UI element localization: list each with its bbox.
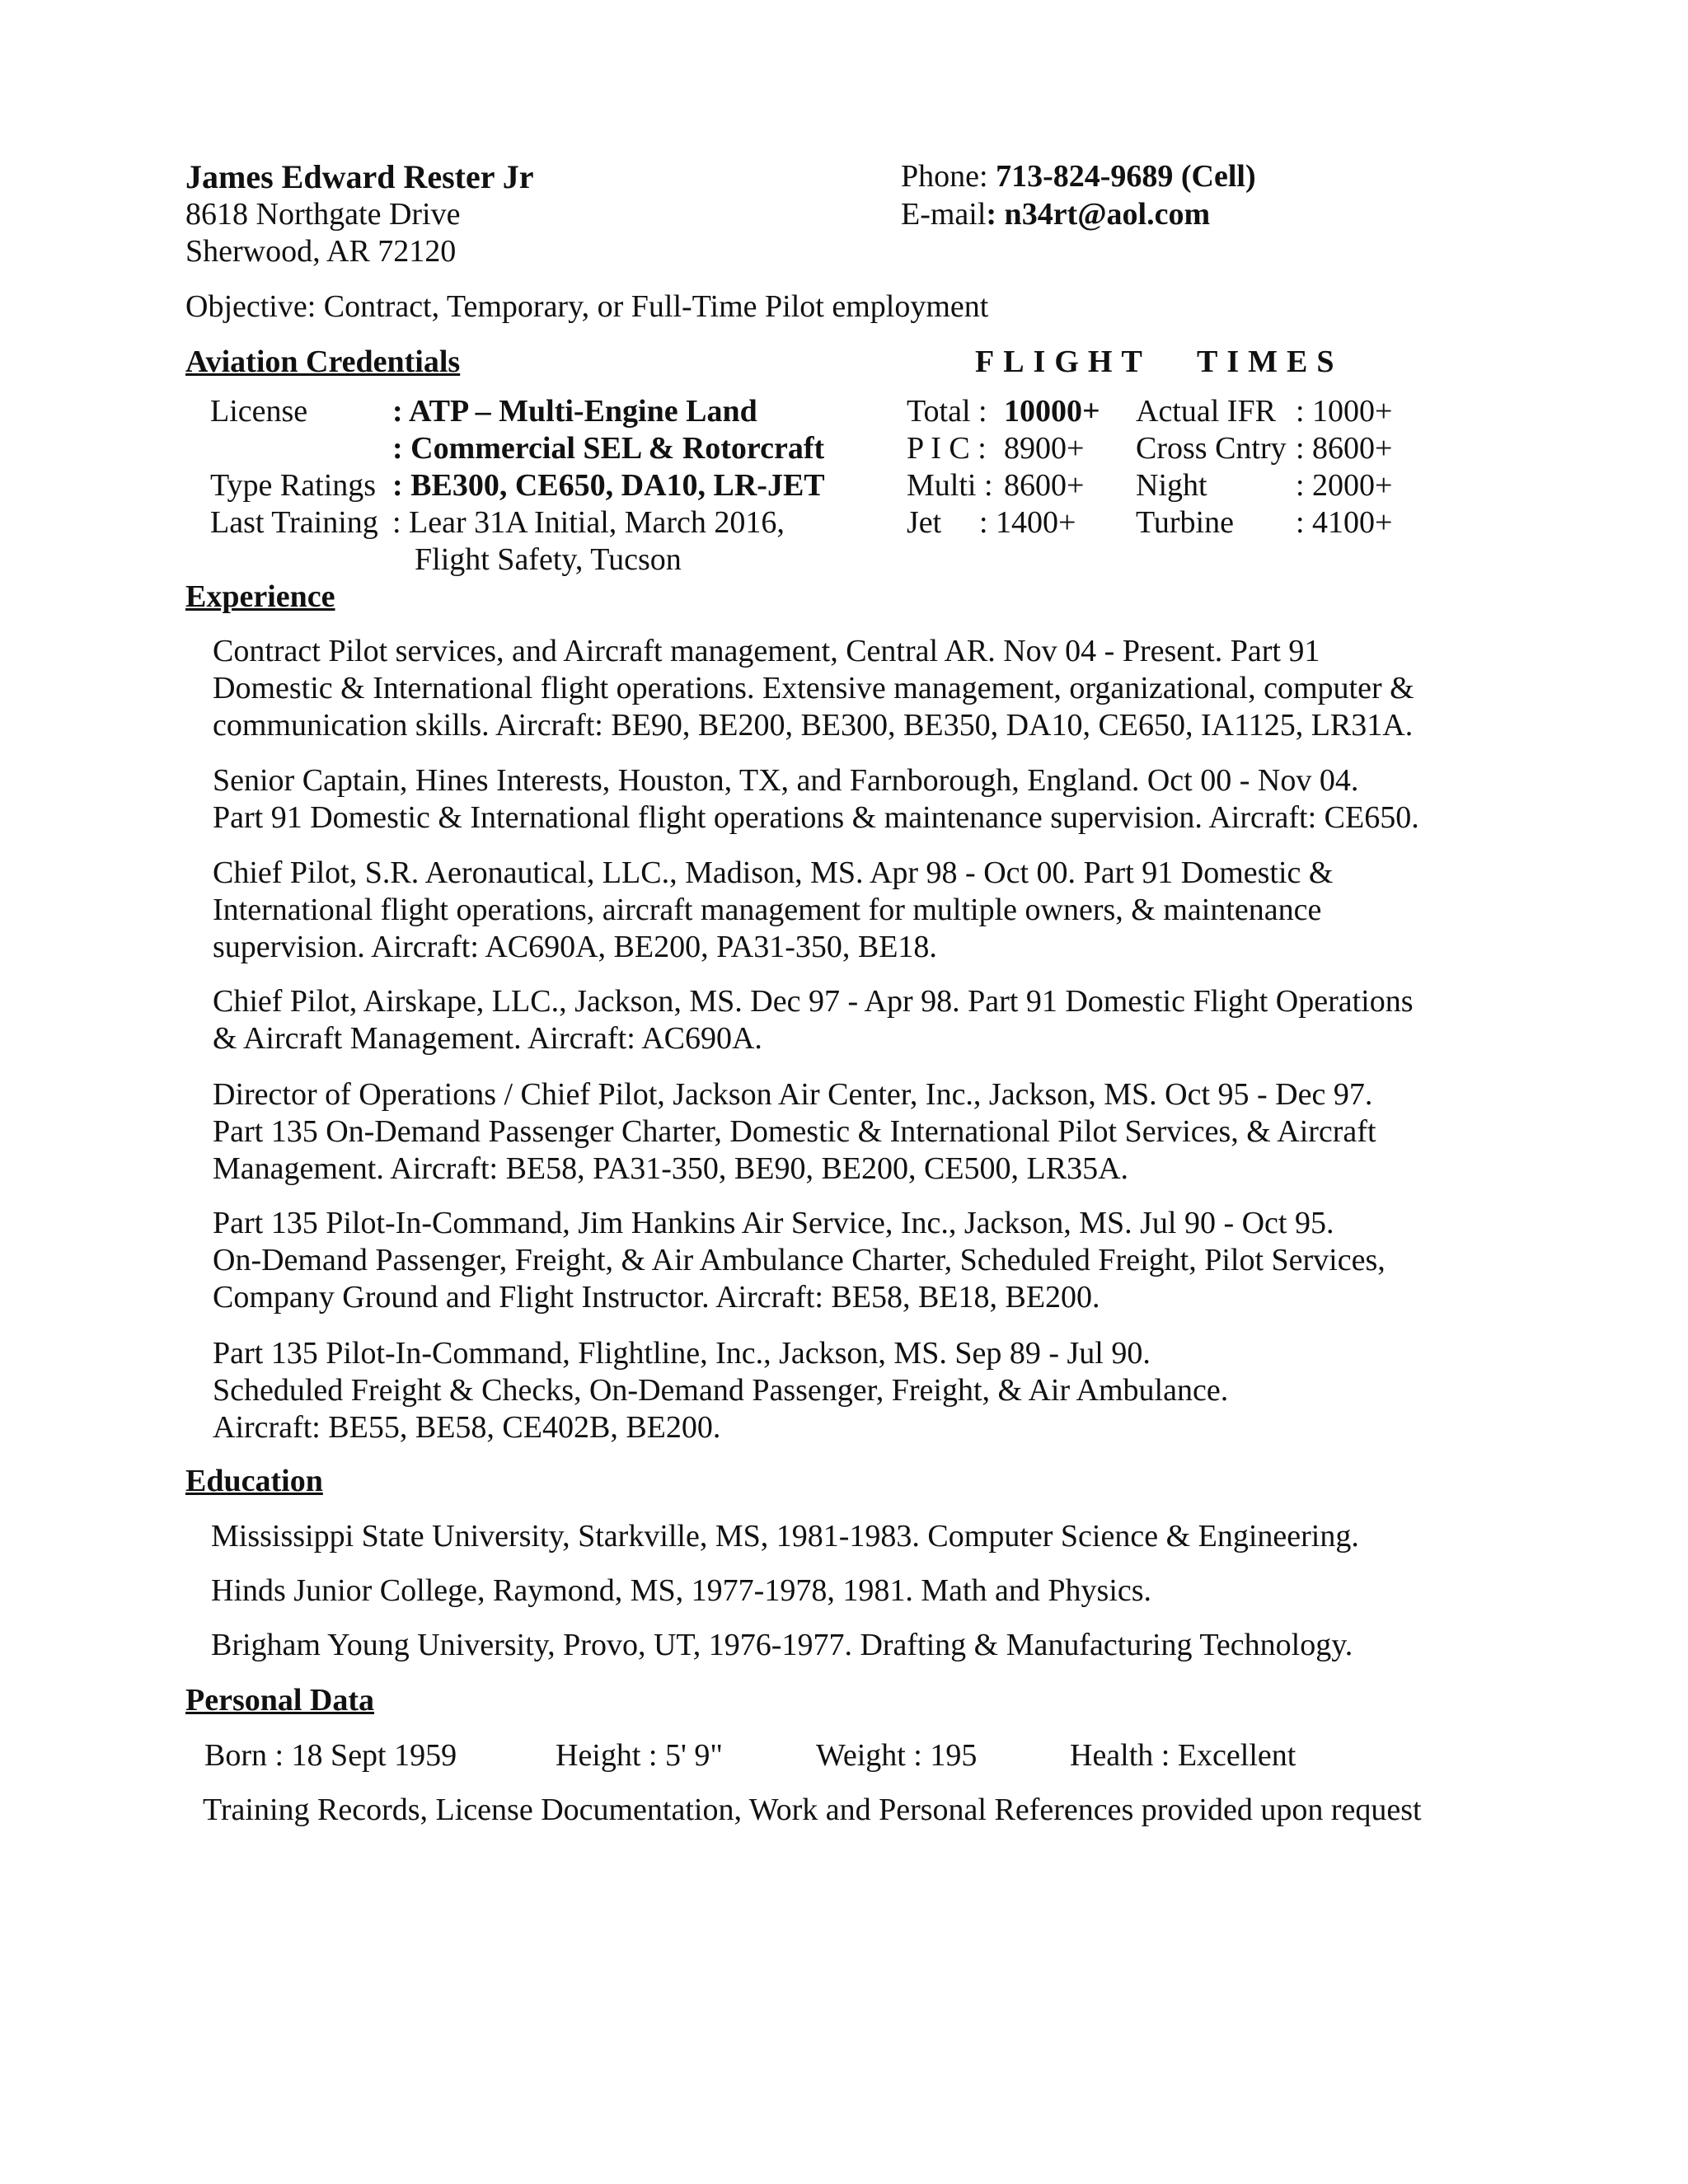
pic-label: P I C : [907, 431, 987, 466]
education-entry: Mississippi State University, Starkville, MS, 1981-1983. Computer Science & Engineering. [211, 1519, 1359, 1554]
total-value: 10000+ [1004, 394, 1100, 429]
education-entry: Brigham Young University, Provo, UT, 1976-1977. Drafting & Manufacturing Technology. [211, 1628, 1353, 1662]
multi-value: 8600+ [1004, 468, 1085, 503]
last-training-value-1: : Lear 31A Initial, March 2016, [392, 505, 785, 540]
flight-times-heading-right: TIMES [1197, 344, 1343, 379]
health: Health : Excellent [1070, 1738, 1296, 1773]
license-label: License [210, 394, 308, 429]
email-line [901, 196, 1210, 233]
type-ratings-value: : BE300, CE650, DA10, LR-JET [392, 468, 825, 503]
phone-value: 713-824-9689 (Cell) [996, 159, 1256, 194]
education-entry: Hinds Junior College, Raymond, MS, 1977-1978, 1981. Math and Physics. [211, 1573, 1152, 1608]
born: Born : 18 Sept 1959 [204, 1738, 457, 1773]
jet-label: Jet [907, 505, 942, 540]
experience-entry: Senior Captain, Hines Interests, Houston, TX, and Farnborough, England. Oct 00 - Nov 04. Part 91 Domestic & International flight operations & maintenance supervision. Aircraft: CE650. [213, 763, 1419, 835]
turbine-label: Turbine [1136, 505, 1234, 540]
education-heading: Education [185, 1464, 323, 1498]
email-label: E-mail [901, 197, 987, 232]
phone-line [901, 158, 1256, 195]
experience-heading: Experience [185, 579, 335, 614]
experience-entry: Part 135 Pilot-In-Command, Jim Hankins Air Service, Inc., Jackson, MS. Jul 90 - Oct 95. On-Demand Passenger, Freight, & Air Ambulance Charter, Scheduled Freight, Pilot Services, Company Ground and Flight Instructor. Aircraft: BE58, BE18, BE200. [213, 1206, 1386, 1315]
ifr-value: : 1000+ [1296, 394, 1393, 429]
credentials-heading: Aviation Credentials [185, 344, 461, 379]
experience-entry: Director of Operations / Chief Pilot, Jackson Air Center, Inc., Jackson, MS. Oct 95 - Dec 97. Part 135 On-Demand Passenger Charter, Domestic & International Pilot Services, & Aircraft Management. Aircraft: BE58, PA31-350, BE90, BE200, CE500, LR35A. [213, 1077, 1376, 1186]
last-training-value-2: Flight Safety, Tucson [415, 542, 682, 577]
ifr-label: Actual IFR [1136, 394, 1276, 429]
address-line-1: 8618 Northgate Drive [185, 197, 461, 232]
applicant-name: James Edward Rester Jr [185, 158, 534, 195]
address-line-2: Sherwood, AR 72120 [185, 234, 457, 269]
height: Height : 5' 9" [556, 1738, 723, 1773]
night-value: : 2000+ [1296, 468, 1393, 503]
experience-entry: Chief Pilot, Airskape, LLC., Jackson, MS. Dec 97 - Apr 98. Part 91 Domestic Flight Operations & Aircraft Management. Aircraft: AC690A. [213, 984, 1414, 1056]
objective: Objective: Contract, Temporary, or Full-Time Pilot employment [185, 289, 989, 324]
email-value: : n34rt@aol.com [986, 197, 1211, 232]
personal-data-heading: Personal Data [185, 1683, 375, 1718]
jet-value: : 1400+ [979, 505, 1076, 540]
phone-label: Phone: [901, 159, 996, 194]
last-training-label: Last Training [210, 505, 378, 540]
turbine-value: : 4100+ [1296, 505, 1393, 540]
cross-country-value: : 8600+ [1296, 431, 1393, 466]
experience-entry: Chief Pilot, S.R. Aeronautical, LLC., Madison, MS. Apr 98 - Oct 00. Part 91 Domestic & International flight operations, aircraft management for multiple owners, & maintenance supervision. Aircraft: AC690A, BE200, PA31-350, BE18. [213, 855, 1334, 964]
license-value-1: : ATP – Multi-Engine Land [392, 394, 757, 429]
night-label: Night [1136, 468, 1207, 503]
license-value-2: : Commercial SEL & Rotorcraft [392, 431, 825, 466]
weight: Weight : 195 [816, 1738, 978, 1773]
experience-entry: Contract Pilot services, and Aircraft management, Central AR. Nov 04 - Present. Part 91 Domestic & International flight operations. Extensive management, organizational, computer & communication skills. Aircraft: BE90, BE200, BE300, BE350, DA10, CE650, IA1125, LR31A. [213, 634, 1414, 743]
references-note: Training Records, License Documentation, Work and Personal References provided upon request [203, 1793, 1422, 1827]
cross-country-label: Cross Cntry [1136, 431, 1287, 466]
type-ratings-label: Type Ratings [210, 468, 377, 503]
pic-value: 8900+ [1004, 431, 1085, 466]
multi-label: Multi : [907, 468, 993, 503]
experience-entry: Part 135 Pilot-In-Command, Flightline, Inc., Jackson, MS. Sep 89 - Jul 90. Scheduled Freight & Checks, On-Demand Passenger, Freight, & Air Ambulance. Aircraft: BE55, BE58, CE402B, BE200. [213, 1336, 1229, 1445]
flight-times-heading-left: FLIGHT [975, 344, 1151, 379]
total-label: Total : [907, 394, 987, 429]
